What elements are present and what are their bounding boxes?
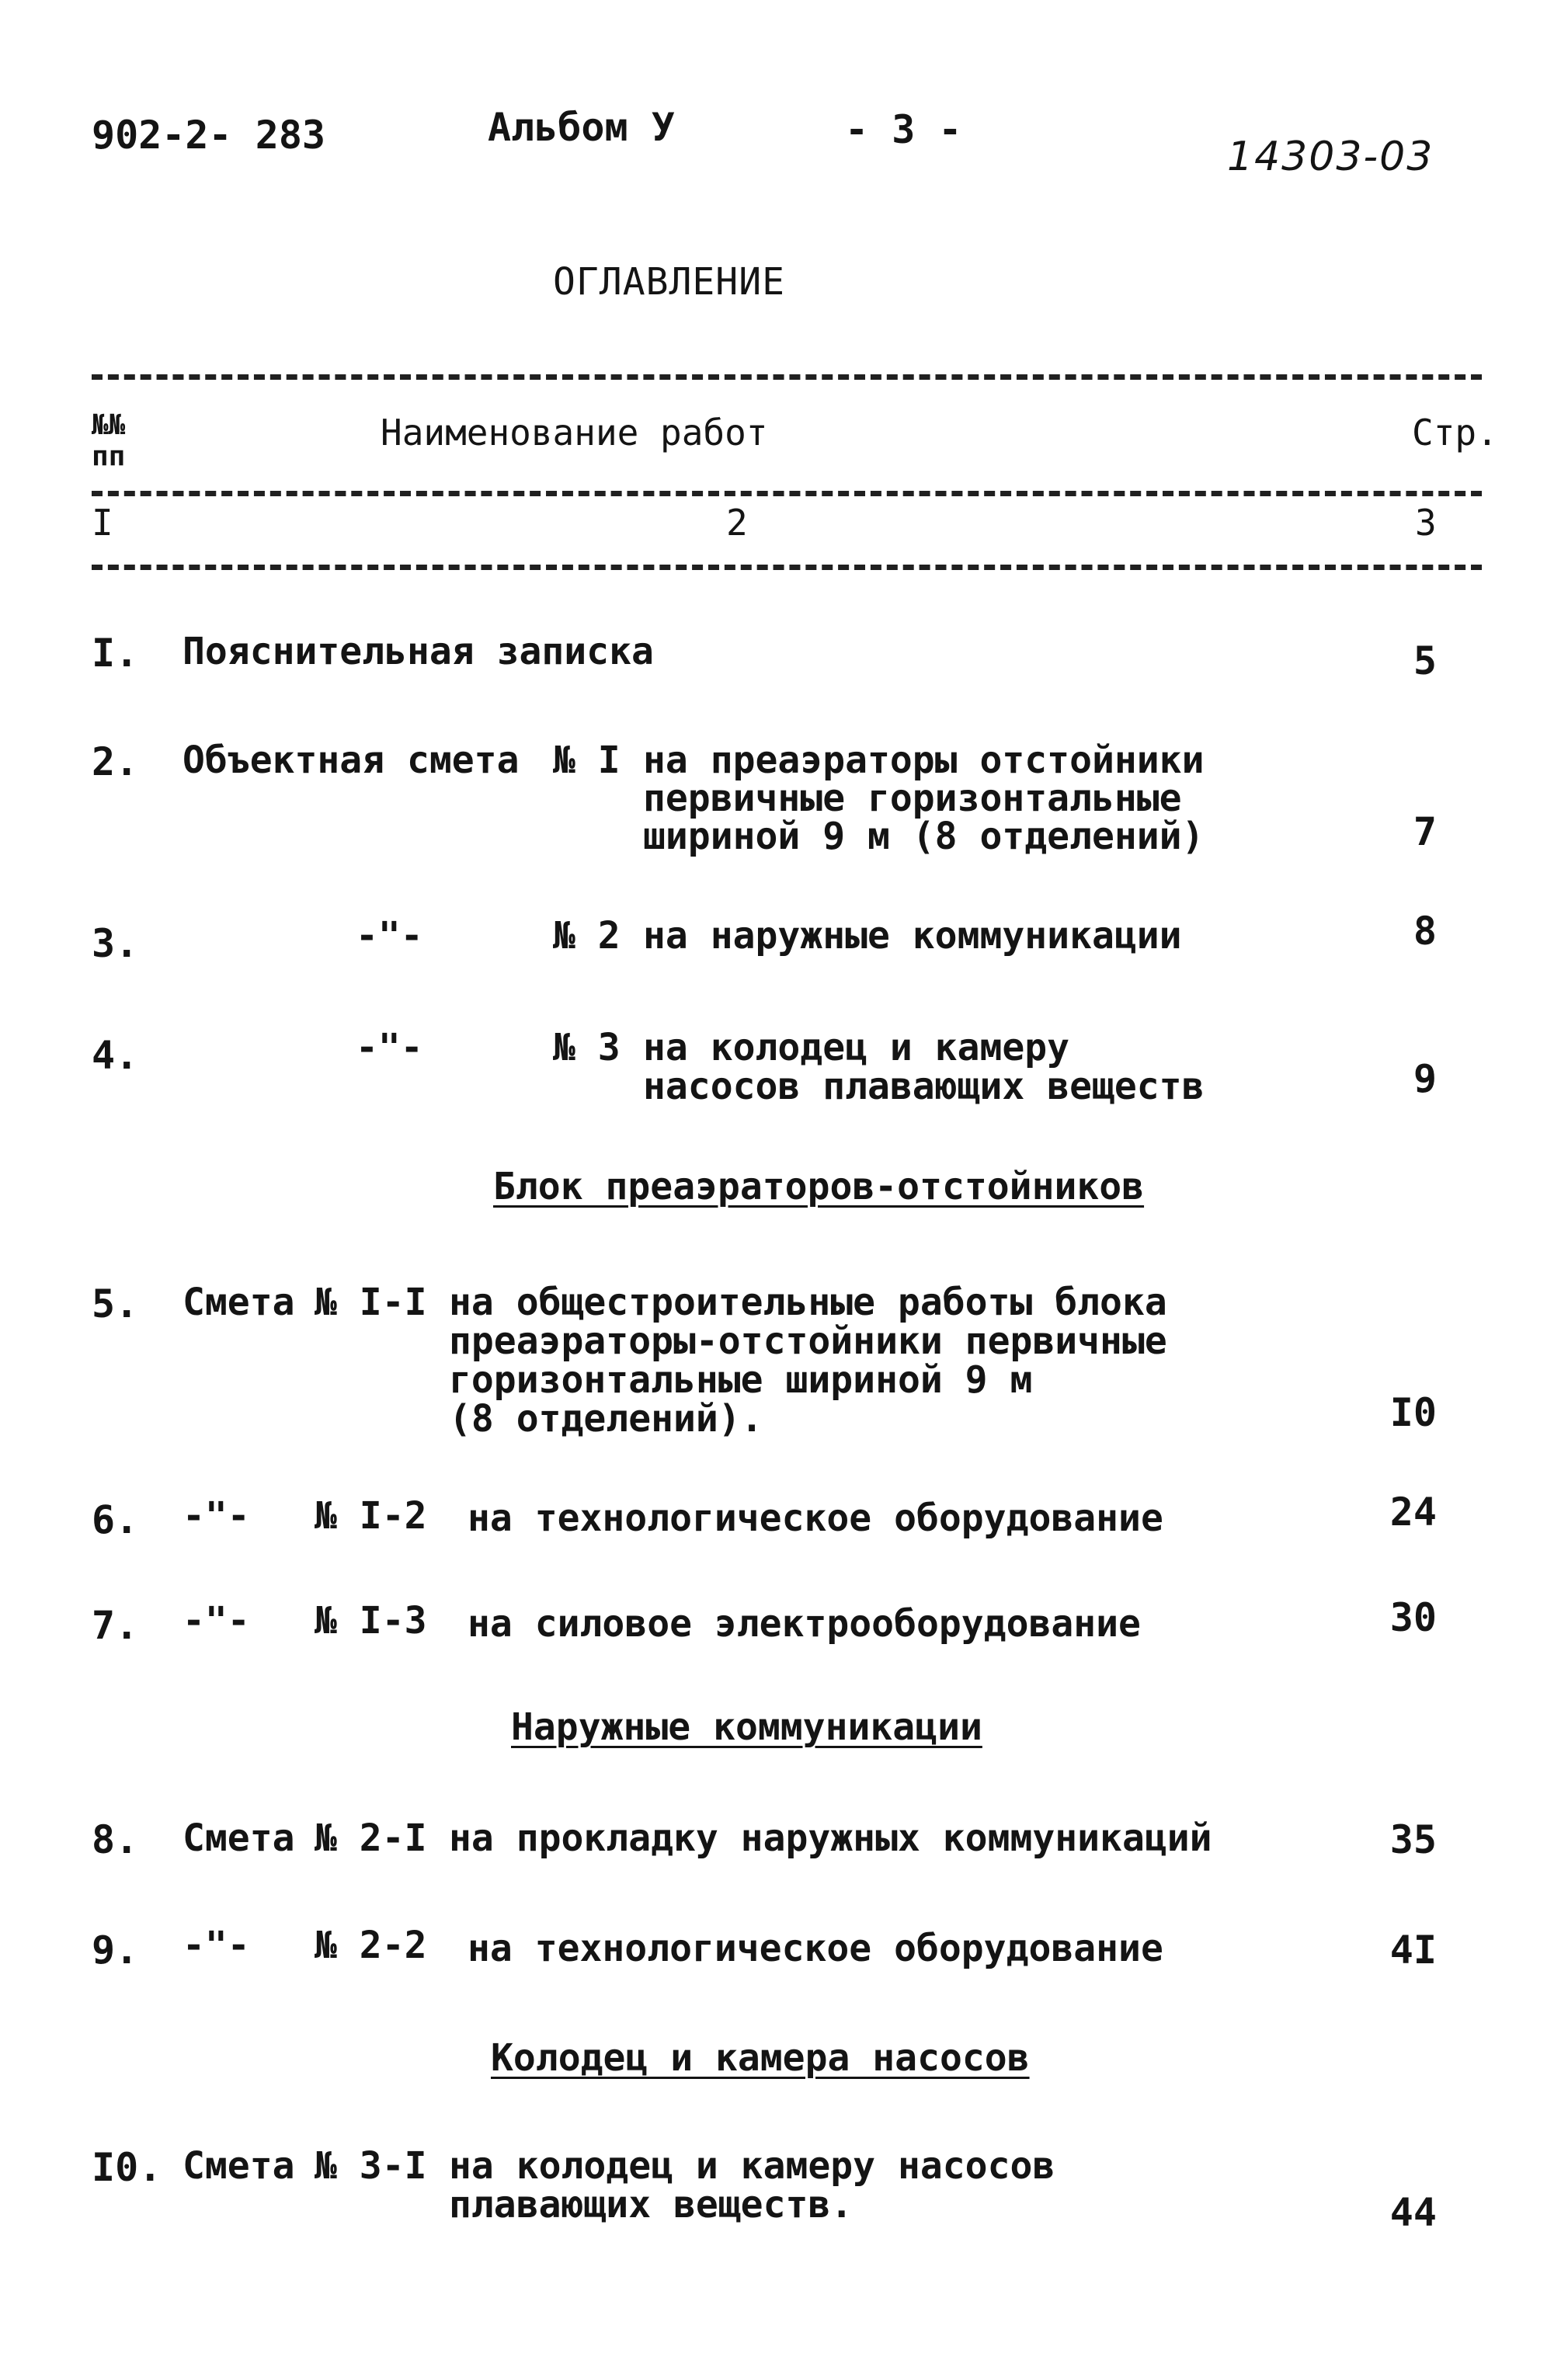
entry-estimate-no: № 2-I bbox=[315, 1816, 427, 1860]
entry-estimate-no: № 3 bbox=[553, 1026, 621, 1069]
entry-line: на колодец и камеру насосов bbox=[449, 2144, 1055, 2188]
entry-number: 4. bbox=[92, 1033, 139, 1078]
entry-line: (8 отделений). bbox=[449, 1397, 763, 1441]
entry-line: на общестроительные работы блока bbox=[449, 1281, 1167, 1324]
entry-number: 9. bbox=[92, 1928, 139, 1973]
album-label: Альбом У bbox=[488, 105, 675, 150]
entry-number: 2. bbox=[92, 739, 139, 784]
entry-estimate-no: № 2 bbox=[553, 914, 621, 958]
entry-line: на преаэраторы отстойники bbox=[643, 739, 1205, 782]
entry-number: 3. bbox=[92, 921, 139, 966]
entry-number: 6. bbox=[92, 1497, 139, 1542]
entry-line: на силовое электрооборудование bbox=[468, 1602, 1141, 1646]
entry-ditto: -"- bbox=[183, 1924, 250, 1967]
entry-page: 24 bbox=[1389, 1490, 1437, 1535]
entry-page: 9 bbox=[1413, 1056, 1437, 1101]
dashed-rule-top bbox=[92, 374, 1482, 380]
handwritten-code: 14303-03 bbox=[1227, 134, 1434, 180]
entry-prefix: Смета bbox=[183, 1281, 295, 1324]
entry-estimate-no: № I-I bbox=[315, 1281, 427, 1324]
name-column-header: Наименование работ bbox=[381, 412, 768, 454]
num-column-label-1: №№ bbox=[92, 409, 126, 441]
column-index-3: 3 bbox=[1415, 502, 1437, 544]
entry-ditto: -"- bbox=[356, 914, 423, 958]
num-column-label-2: пп bbox=[92, 440, 126, 472]
entry-ditto: -"- bbox=[183, 1494, 250, 1538]
entry-prefix: Объектная смета bbox=[183, 739, 520, 782]
entry-line: на прокладку наружных коммуникаций bbox=[449, 1816, 1212, 1860]
entry-line: первичные горизонтальные bbox=[643, 777, 1182, 820]
entry-prefix: Смета bbox=[183, 1816, 295, 1860]
entry-line: преаэраторы-отстойники первичные bbox=[449, 1319, 1167, 1363]
entry-line: на технологическое оборудование bbox=[468, 1927, 1163, 1970]
entry-line: плавающих веществ. bbox=[449, 2183, 854, 2227]
entry-line: насосов плавающих веществ bbox=[643, 1065, 1205, 1108]
entry-page: 7 bbox=[1413, 809, 1437, 854]
entry-number: 8. bbox=[92, 1817, 139, 1862]
entry-line: шириной 9 м (8 отделений) bbox=[643, 815, 1205, 858]
entry-page: 35 bbox=[1389, 1817, 1437, 1862]
dashed-rule-middle bbox=[92, 491, 1482, 496]
entry-estimate-no: № 2-2 bbox=[315, 1924, 427, 1967]
entry-title: Пояснительная записка bbox=[183, 630, 654, 673]
num-column-header bbox=[92, 410, 125, 472]
entry-estimate-no: № I-2 bbox=[315, 1494, 427, 1538]
entry-page: 4I bbox=[1389, 1928, 1437, 1973]
entry-page: 8 bbox=[1413, 909, 1437, 954]
entry-prefix: Смета bbox=[183, 2144, 295, 2188]
doc-code: 902-2- 283 bbox=[92, 113, 326, 158]
toc-title: ОГЛАВЛЕНИЕ bbox=[553, 260, 785, 304]
section-heading-well: Колодец и камера насосов bbox=[491, 2036, 1030, 2080]
column-index-1: I bbox=[92, 502, 113, 544]
section-heading-block: Блок преаэраторов-отстойников bbox=[493, 1165, 1145, 1208]
entry-page: 5 bbox=[1413, 638, 1437, 683]
entry-line: на наружные коммуникации bbox=[643, 914, 1182, 958]
entry-line: на технологическое оборудование bbox=[468, 1497, 1163, 1540]
section-heading-external: Наружные коммуникации bbox=[511, 1705, 982, 1749]
entry-page: I0 bbox=[1389, 1390, 1437, 1435]
column-index-2: 2 bbox=[726, 502, 748, 544]
entry-number: I. bbox=[92, 631, 139, 676]
entry-ditto: -"- bbox=[356, 1026, 423, 1069]
entry-line: горизонтальные шириной 9 м bbox=[449, 1358, 1033, 1402]
entry-line: на колодец и камеру bbox=[643, 1026, 1070, 1069]
page-marker: - 3 - bbox=[845, 107, 962, 152]
page-column-header: Стр. bbox=[1412, 412, 1498, 454]
entry-estimate-no: № 3-I bbox=[315, 2144, 427, 2188]
entry-estimate-no: № I-3 bbox=[315, 1599, 427, 1643]
dashed-rule-bottom bbox=[92, 565, 1482, 570]
entry-ditto: -"- bbox=[183, 1599, 250, 1643]
entry-page: 30 bbox=[1389, 1595, 1437, 1640]
entry-page: 44 bbox=[1389, 2190, 1437, 2235]
entry-number: I0. bbox=[92, 2145, 162, 2190]
entry-number: 5. bbox=[92, 1281, 139, 1326]
entry-number: 7. bbox=[92, 1603, 139, 1648]
entry-estimate-no: № I bbox=[553, 739, 621, 782]
